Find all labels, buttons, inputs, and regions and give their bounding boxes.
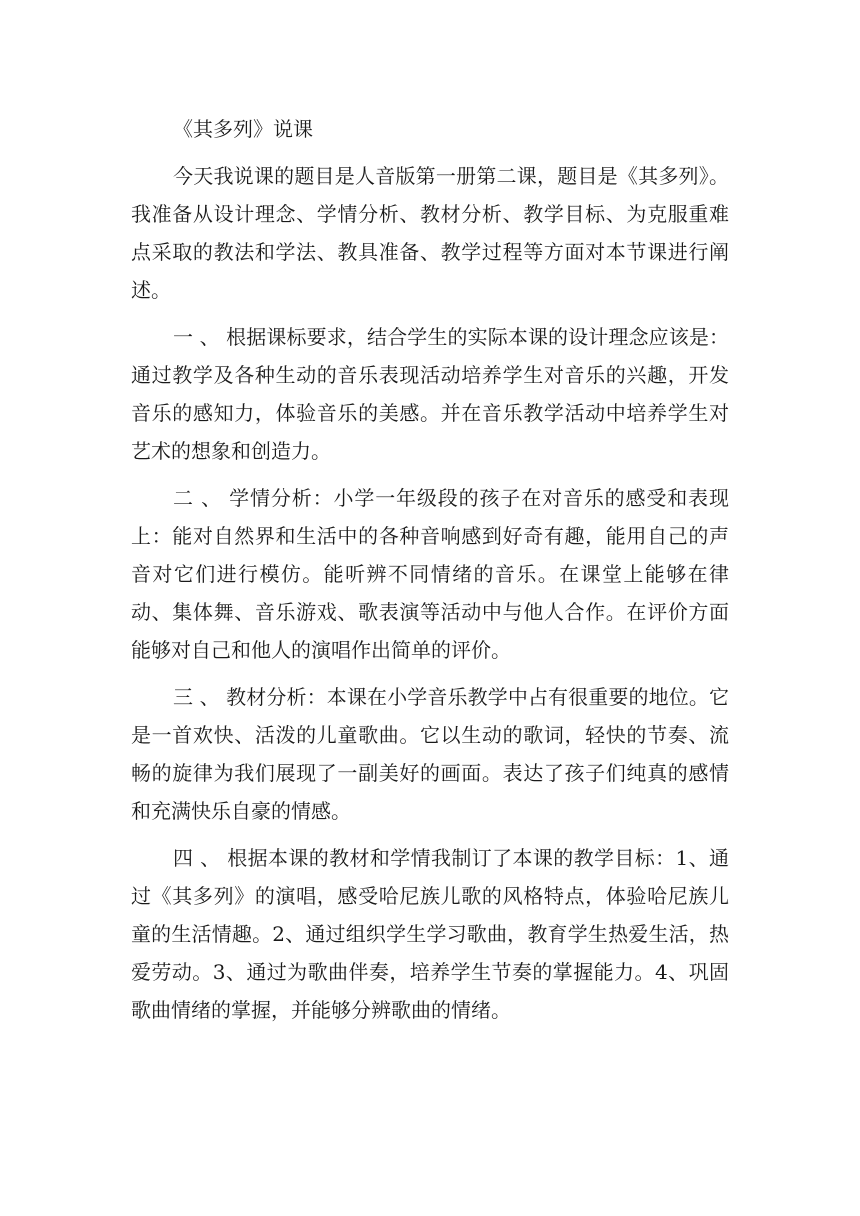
paragraph-material-analysis: 三 、 教材分析：本课在小学音乐教学中占有很重要的地位。它是一首欢快、活泼的儿童歌曲。它以生动的歌词，轻快的节奏、流畅的旋律为我们展现了一副美好的画面。表达了孩子们纯真的感情和充满快乐自豪的情感。 [131, 685, 729, 823]
paragraph-teaching-goals: 四 、 根据本课的教材和学情我制订了本课的教学目标：1、通过《其多列》的演唱，感受哈尼族儿歌的风格特点，体验哈尼族儿童的生活情趣。2、通过组织学生学习歌曲，教育学生热爱生活，热爱劳动。3、通过为歌曲伴奏，培养学生节奏的掌握能力。4、巩固歌曲情绪的掌握，并能够分辨歌曲的情绪。 [131, 846, 729, 1022]
paragraph-design-concept: 一 、 根据课标要求，结合学生的实际本课的设计理念应该是：通过教学及各种生动的音乐表现活动培养学生对音乐的兴趣，开发音乐的感知力，体验音乐的美感。并在音乐教学活动中培养学生对艺术的想象和创造力。 [131, 325, 729, 463]
document-body [131, 110, 729, 1029]
paragraph-intro: 今天我说课的题目是人音版第一册第二课，题目是《其多列》。我准备从设计理念、学情分析、教材分析、教学目标、为克服重难点采取的教法和学法、教具准备、教学过程等方面对本节课进行阐述。 [131, 164, 729, 302]
document-title: 《其多列》说课 [173, 117, 313, 141]
paragraph-student-analysis: 二 、 学情分析：小学一年级段的孩子在对音乐的感受和表现上：能对自然界和生活中的各种音响感到好奇有趣，能用自己的声音对它们进行模仿。能听辨不同情绪的音乐。在课堂上能够在律动、集体舞、音乐游戏、歌表演等活动中与他人合作。在评价方面能够对自己和他人的演唱作出简单的评价。 [131, 486, 729, 662]
